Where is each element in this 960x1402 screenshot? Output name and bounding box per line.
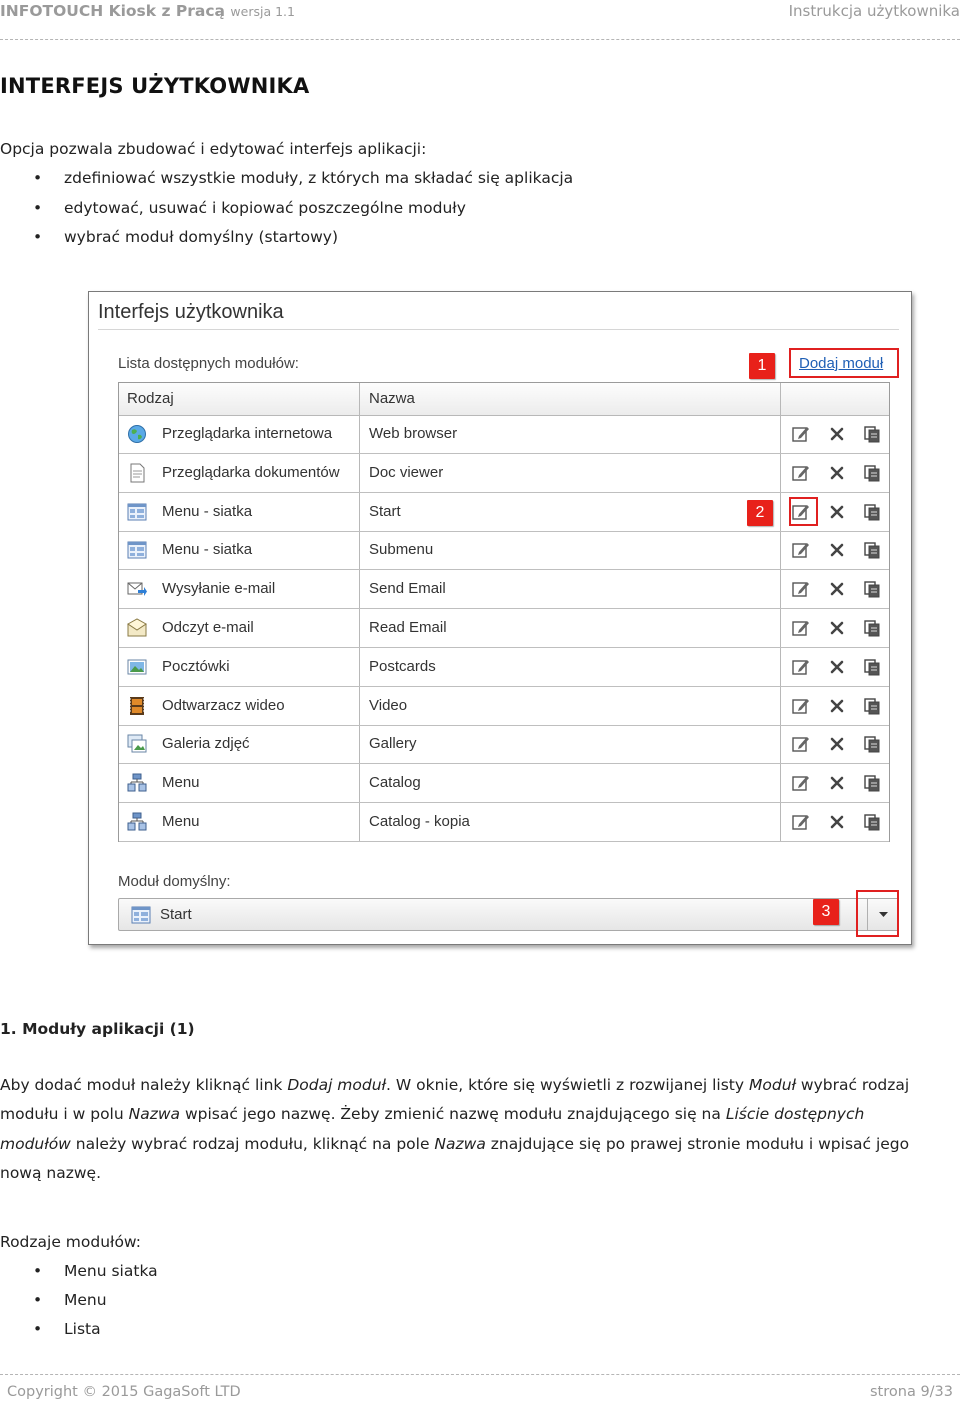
menu-tree-icon <box>127 773 147 793</box>
add-module-link[interactable]: Dodaj moduł <box>799 355 884 372</box>
paragraph-line <box>0 1164 101 1182</box>
list-item: • Lista <box>33 1320 101 1338</box>
app-name: INFOTOUCH Kiosk z Pracą <box>0 2 226 20</box>
module-type-cell[interactable]: Przeglądarka dokumentów <box>162 463 340 481</box>
text-run: wybrać rodzaj <box>795 1076 910 1094</box>
delete-icon[interactable] <box>827 657 847 677</box>
module-type-cell[interactable]: Menu <box>162 813 200 830</box>
column-header-actions <box>781 383 889 416</box>
text-run: Aby dodać moduł należy kliknąć link <box>0 1076 288 1094</box>
edit-icon[interactable] <box>791 696 811 716</box>
emphasized-text: Moduł <box>749 1076 796 1094</box>
table-row[interactable] <box>119 454 889 493</box>
module-type-cell[interactable]: Menu - siatka <box>162 502 253 520</box>
version-label: wersja 1.1 <box>230 4 295 19</box>
module-type-cell[interactable]: Menu <box>162 774 200 792</box>
section-title: 1. Moduły aplikacji (1) <box>0 1020 195 1038</box>
callout-badge-1: 1 <box>749 353 775 379</box>
list-item: • zdefiniować wszystkie moduły, z których ma składać się aplikacja <box>33 169 574 187</box>
copy-icon[interactable] <box>862 812 882 832</box>
menu-tree-icon <box>127 812 147 832</box>
delete-icon[interactable] <box>827 812 847 832</box>
header-doc-name: Instrukcja użytkownika <box>788 2 960 20</box>
delete-icon[interactable] <box>827 773 847 793</box>
module-types-label: Rodzaje modułów: <box>0 1233 141 1251</box>
header-divider <box>0 39 960 40</box>
default-module-select[interactable] <box>118 898 899 931</box>
emphasized-text: Nazwa <box>434 1135 486 1153</box>
table-row[interactable] <box>119 648 889 687</box>
module-type-cell[interactable]: Galeria zdjęć <box>162 735 250 753</box>
module-name-cell[interactable]: Postcards <box>369 657 436 675</box>
text-run: należy wybrać rodzaj modułu, kliknąć na pole <box>70 1135 435 1153</box>
list-item: • edytować, usuwać i kopiować poszczególne moduły <box>33 199 466 217</box>
callout-badge-2: 2 <box>747 500 773 526</box>
delete-icon[interactable] <box>827 502 847 522</box>
paragraph-line <box>0 1076 909 1094</box>
column-header-name[interactable]: Nazwa <box>360 383 789 416</box>
delete-icon[interactable] <box>827 463 847 483</box>
grid-menu-icon <box>127 540 147 560</box>
module-type-cell[interactable]: Menu - siatka <box>162 541 253 559</box>
text-run: wpisać jego nazwę. Żeby zmienić nazwę modułu znajdującego się na <box>180 1105 726 1123</box>
module-name-cell[interactable]: Read Email <box>369 619 447 636</box>
edit-icon[interactable] <box>791 734 811 754</box>
edit-icon[interactable] <box>791 657 811 677</box>
panel-title: Interfejs użytkownika <box>98 301 284 323</box>
default-module-value: Start <box>160 906 192 923</box>
module-name-cell[interactable]: Gallery <box>369 735 417 753</box>
panel-divider <box>98 329 899 330</box>
emphasized-text: Nazwa <box>128 1105 181 1123</box>
edit-icon[interactable] <box>791 812 811 832</box>
dropdown-highlight <box>856 890 899 937</box>
table-row[interactable] <box>119 803 889 842</box>
delete-icon[interactable] <box>827 424 847 444</box>
globe-icon <box>127 424 147 444</box>
copy-icon[interactable] <box>862 734 882 754</box>
send-mail-icon <box>127 579 147 599</box>
header-app-name <box>0 2 295 20</box>
module-name-cell[interactable]: Start <box>369 502 401 520</box>
module-name-cell[interactable]: Doc viewer <box>369 463 444 481</box>
table-row[interactable] <box>119 415 889 454</box>
default-module-label: Moduł domyślny: <box>118 873 231 890</box>
table-row[interactable] <box>119 570 889 609</box>
module-name-cell[interactable]: Video <box>369 696 408 714</box>
edit-button-highlight <box>789 497 818 526</box>
footer-divider <box>0 1374 960 1375</box>
emphasized-text: Dodaj moduł <box>287 1076 386 1094</box>
postcard-icon <box>127 657 147 677</box>
module-name-cell[interactable]: Catalog - kopia <box>369 813 470 830</box>
callout-badge-3: 3 <box>813 899 839 925</box>
film-icon <box>127 696 147 716</box>
page-title: INTERFEJS UŻYTKOWNIKA <box>0 74 310 98</box>
text-run: znajdujące się po prawej stronie modułu i wpisać jego <box>485 1135 910 1153</box>
intro-text: Opcja pozwala zbudować i edytować interfejs aplikacji: <box>0 140 427 158</box>
list-item: • wybrać moduł domyślny (startowy) <box>33 228 339 246</box>
list-item: • Menu <box>33 1291 107 1309</box>
gallery-icon <box>127 734 147 754</box>
module-type-cell[interactable]: Wysyłanie e-mail <box>162 580 276 598</box>
read-mail-icon <box>127 618 147 638</box>
edit-icon[interactable] <box>791 463 811 483</box>
emphasized-text: modułów <box>0 1135 71 1153</box>
list-item: • Menu siatka <box>33 1262 158 1280</box>
paragraph-line <box>0 1105 864 1123</box>
page-number: strona 9/33 <box>870 1384 953 1400</box>
table-row[interactable] <box>119 609 889 648</box>
module-name-cell[interactable]: Web browser <box>369 425 458 442</box>
copy-icon[interactable] <box>862 657 882 677</box>
module-type-cell[interactable]: Odtwarzacz wideo <box>162 696 285 714</box>
module-name-cell[interactable]: Catalog <box>369 774 421 792</box>
copy-icon[interactable] <box>862 463 882 483</box>
table-row[interactable] <box>119 493 889 532</box>
emphasized-text: Liście dostępnych <box>725 1105 865 1123</box>
delete-icon[interactable] <box>827 579 847 599</box>
edit-icon[interactable] <box>791 424 811 444</box>
delete-icon[interactable] <box>827 540 847 560</box>
copy-icon[interactable] <box>862 579 882 599</box>
column-header-type[interactable]: Rodzaj <box>119 383 367 416</box>
copy-icon[interactable] <box>862 424 882 444</box>
grid-menu-icon <box>127 502 147 522</box>
edit-icon[interactable] <box>791 773 811 793</box>
module-type-cell[interactable]: Pocztówki <box>162 657 230 675</box>
module-name-cell[interactable]: Send Email <box>369 580 446 598</box>
table-row[interactable] <box>119 725 889 764</box>
text-run: . W oknie, które się wyświetli z rozwijanej listy <box>386 1076 749 1094</box>
module-type-cell[interactable]: Przeglądarka internetowa <box>162 425 333 442</box>
module-table <box>118 382 890 842</box>
text-run: nową nazwę. <box>0 1164 102 1182</box>
copy-icon[interactable] <box>862 502 882 522</box>
text-run: modułu i w polu <box>0 1105 129 1123</box>
edit-icon[interactable] <box>791 540 811 560</box>
delete-icon[interactable] <box>827 696 847 716</box>
paragraph-line <box>0 1135 909 1153</box>
copy-icon[interactable] <box>862 540 882 560</box>
copyright-text: Copyright © 2015 GagaSoft LTD <box>7 1384 241 1400</box>
document-icon <box>127 463 147 483</box>
copy-icon[interactable] <box>862 773 882 793</box>
ui-screenshot-panel <box>88 291 912 945</box>
module-list-label: Lista dostępnych modułów: <box>118 355 299 372</box>
edit-icon[interactable] <box>791 618 811 638</box>
copy-icon[interactable] <box>862 696 882 716</box>
grid-menu-icon <box>131 906 151 924</box>
table-row[interactable] <box>119 764 889 803</box>
table-row[interactable] <box>119 531 889 570</box>
edit-icon[interactable] <box>791 579 811 599</box>
module-name-cell[interactable]: Submenu <box>369 541 434 559</box>
delete-icon[interactable] <box>827 618 847 638</box>
copy-icon[interactable] <box>862 618 882 638</box>
module-type-cell[interactable]: Odczyt e-mail <box>162 619 254 636</box>
delete-icon[interactable] <box>827 734 847 754</box>
table-row[interactable] <box>119 687 889 726</box>
